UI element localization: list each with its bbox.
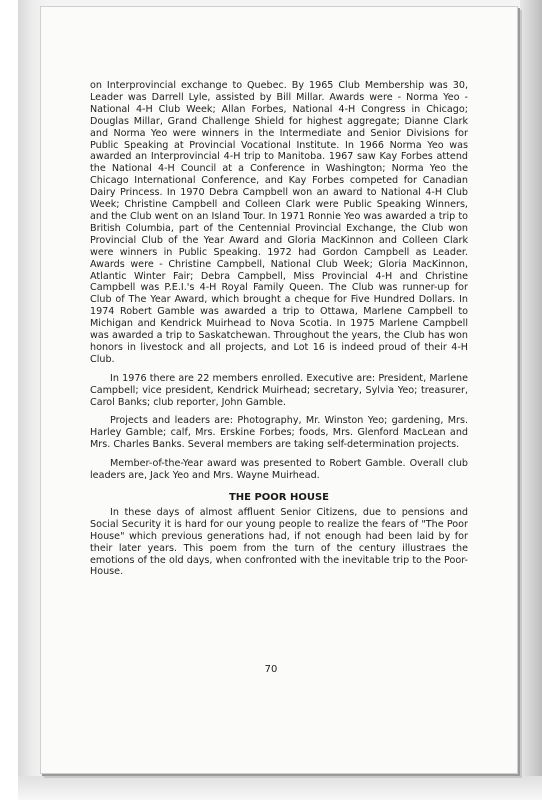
club-history-paragraph: on Interprovincial exchange to Quebec. By 1965 Club Membership was 30, Leader was Darrell Lyle, assisted by Bill Millar. Awards were - Norma Yeo - National 4-H Club Week; Allan Forbes, National 4-H Congress in Chicago; Douglas Millar, Grand Challenge Shield for highest aggregate; Dianne Clark and Norma Yeo were winners in the Intermediate and Senior Divisions for Public Speaking at Provincial Vocational Institute. In 1966 Norma Yeo was awarded an Interprovincial 4-H trip to Manitoba. 1967 saw Kay Forbes attend the National 4-H Council at a Conference in Washington; Norma Yeo the Chicago International Conference, and Kay Forbes competed for Canadian Dairy Princess. In 1970 Debra Campbell won an award to National 4-H Club Week; Christine Campbell and Colleen Clark were Public Speaking Winners, and the Club went on an Island Tour. In 1971 Ronnie Yeo was awarded a trip to British Columbia, part of the Centennial Provincial Exchange, the Club won Provincial Club of the Year Award and Gloria MacKinnon and Colleen Clark were winners in Public Speaking. 1972 had Gordon Campbell as Leader. Awards were - Christine Campbell, National Club Week; Gloria MacKinnon, Atlantic Winter Fair; Debra Campbell, Miss Provincial 4-H and Christine Campbell was P.E.I.'s 4-H Royal Family Queen. The Club was runner-up for Club of The Year Award, which brought a cheque for Five Hundred Dollars. In 1974 Robert Gamble was awarded a trip to Ottawa, Marlene Campbell to Michigan and Kendrick Muirhead to Nova Scotia. In 1975 Marlene Campbell was awarded a trip to Saskatchewan. Throughout the years, the Club has won honors in livestock and all projects, and Lot 16 is indeed proud of their 4-H Club. <box>90 80 468 365</box>
page-edge-right <box>520 0 542 800</box>
section-heading: THE POOR HOUSE <box>228 492 330 503</box>
poor-house-paragraph: In these days of almost affluent Senior Citizens, due to pensions and Social Security it is hard for our young people to realize the fears of "The Poor House" which previous generations had, if not enough had been laid by for their later years. This poem from the turn of the century illustraes the emotions of the old days, when confronted with the inevitable trip to the Poor-House. <box>90 506 468 578</box>
award-paragraph: Member-of-the-Year award was presented to Robert Gamble. Overall club leaders are, Jack Yeo and Mrs. Wayne Muirhead. <box>90 458 468 482</box>
page-content <box>90 80 468 585</box>
page-edge-bottom <box>18 776 542 800</box>
projects-paragraph: Projects and leaders are: Photography, Mr. Winston Yeo; gardening, Mrs. Harley Gamble; calf, Mrs. Erskine Forbes; foods, Mrs. Glenford MacLean and Mrs. Charles Banks. Several members are taking self-determination projects. <box>90 415 468 451</box>
membership-paragraph: In 1976 there are 22 members enrolled. Executive are: President, Marlene Campbell; vice president, Kendrick Muirhead; secretary, Sylvia Yeo; treasurer, Carol Banks; club reporter, John Gamble. <box>90 372 468 408</box>
page-number: 70 <box>264 664 278 675</box>
